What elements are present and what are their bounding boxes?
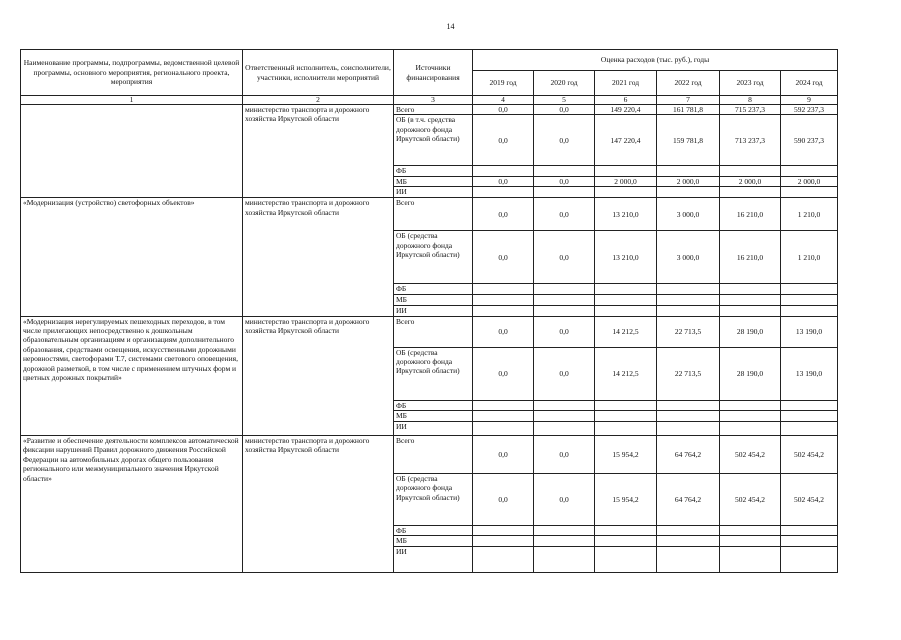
executor-cell: министерство транспорта и дорожного хозяйства Иркутской области [243,316,394,435]
amount-cell [473,547,534,573]
table-body [21,105,838,573]
header-year: 2019 год [473,71,534,96]
amount-cell: 715 237,3 [720,105,781,115]
header-year: 2022 год [657,71,720,96]
amount-cell [473,526,534,536]
amount-cell [595,536,657,547]
amount-cell: 22 713,5 [657,316,720,347]
column-number-row [21,96,838,105]
amount-cell [720,547,781,573]
amount-cell: 0,0 [534,231,595,284]
amount-cell [534,305,595,316]
funding-source-cell: ФБ [394,166,473,176]
amount-cell: 0,0 [534,176,595,186]
header-year: 2021 год [595,71,657,96]
amount-cell: 0,0 [534,474,595,526]
funding-source-cell: Всего [394,316,473,347]
funding-source-cell: Всего [394,436,473,474]
funding-source-cell: ФБ [394,284,473,294]
amount-cell: 28 190,0 [720,316,781,347]
amount-cell [534,294,595,305]
amount-cell [720,187,781,198]
amount-cell: 0,0 [473,115,534,166]
amount-cell: 13 190,0 [781,347,838,400]
funding-source-cell: ОБ (средства дорожного фонда Иркутской области) [394,347,473,400]
amount-cell [720,166,781,176]
amount-cell: 713 237,3 [720,115,781,166]
amount-cell [781,294,838,305]
amount-cell: 14 212,5 [595,316,657,347]
executor-cell: министерство транспорта и дорожного хозяйства Иркутской области [243,436,394,573]
program-name-cell: «Развитие и обеспечение деятельности комплексов автоматической фиксации нарушений Правил дорожного движения Российской Федерации на автомобильных дорогах общего пользования регионального или межмуниципального значения Иркутской области» [21,436,243,573]
funding-source-cell: МБ [394,294,473,305]
funding-source-cell: ИИ [394,422,473,436]
funding-source-cell: Всего [394,198,473,231]
funding-source-cell: МБ [394,176,473,186]
amount-cell [595,411,657,422]
funding-source-cell: ИИ [394,305,473,316]
executor-cell: министерство транспорта и дорожного хозяйства Иркутской области [243,198,394,316]
amount-cell [473,294,534,305]
amount-cell [657,536,720,547]
amount-cell [781,284,838,294]
amount-cell [595,422,657,436]
header-row-top [21,50,838,71]
amount-cell: 0,0 [473,231,534,284]
amount-cell: 0,0 [473,436,534,474]
program-name-cell: «Модернизация (устройство) светофорных объектов» [21,198,243,316]
amount-cell: 0,0 [473,176,534,186]
amount-cell [595,526,657,536]
amount-cell: 13 190,0 [781,316,838,347]
amount-cell [657,284,720,294]
amount-cell [595,294,657,305]
header-program: Наименование программы, подпрограммы, ведомственной целевой программы, основного мероприятия, регионального проекта, мероприятия [21,50,243,96]
amount-cell: 592 237,3 [781,105,838,115]
amount-cell [781,422,838,436]
amount-cell [534,187,595,198]
amount-cell: 0,0 [534,198,595,231]
amount-cell [595,187,657,198]
amount-cell: 14 212,5 [595,347,657,400]
amount-cell [781,536,838,547]
column-number: 2 [243,96,394,105]
column-number: 8 [720,96,781,105]
amount-cell [657,400,720,410]
amount-cell: 3 000,0 [657,231,720,284]
funding-source-cell: МБ [394,536,473,547]
amount-cell: 147 220,4 [595,115,657,166]
column-number: 3 [394,96,473,105]
amount-cell: 502 454,2 [720,474,781,526]
amount-cell [534,166,595,176]
amount-cell [595,305,657,316]
funding-source-cell: ОБ (средства дорожного фонда Иркутской области) [394,474,473,526]
header-sources: Источники финансирования [394,50,473,96]
amount-cell [534,411,595,422]
amount-cell [781,547,838,573]
amount-cell: 2 000,0 [657,176,720,186]
program-name-cell [21,105,243,198]
amount-cell [720,422,781,436]
funding-source-cell: Всего [394,105,473,115]
amount-cell: 3 000,0 [657,198,720,231]
funding-source-cell: ИИ [394,187,473,198]
header-year: 2024 год [781,71,838,96]
funding-source-cell: ФБ [394,526,473,536]
amount-cell [657,411,720,422]
amount-cell [473,305,534,316]
amount-cell [657,547,720,573]
amount-cell [473,284,534,294]
amount-cell [720,294,781,305]
amount-cell [473,400,534,410]
amount-cell [657,294,720,305]
amount-cell: 502 454,2 [720,436,781,474]
amount-cell [595,547,657,573]
amount-cell [534,526,595,536]
amount-cell [473,422,534,436]
amount-cell: 502 454,2 [781,474,838,526]
amount-cell: 64 764,2 [657,436,720,474]
amount-cell: 0,0 [473,316,534,347]
amount-cell [657,166,720,176]
amount-cell [595,166,657,176]
amount-cell [720,400,781,410]
amount-cell: 1 210,0 [781,198,838,231]
header-year: 2020 год [534,71,595,96]
amount-cell [720,305,781,316]
amount-cell [473,166,534,176]
amount-cell [720,536,781,547]
header-year: 2023 год [720,71,781,96]
amount-cell: 28 190,0 [720,347,781,400]
amount-cell [720,411,781,422]
amount-cell [781,526,838,536]
amount-cell [781,187,838,198]
column-number: 5 [534,96,595,105]
amount-cell: 13 210,0 [595,198,657,231]
amount-cell [781,411,838,422]
amount-cell: 13 210,0 [595,231,657,284]
amount-cell [534,400,595,410]
amount-cell: 2 000,0 [781,176,838,186]
amount-cell [534,536,595,547]
amount-cell: 22 713,5 [657,347,720,400]
amount-cell [657,422,720,436]
page-number: 14 [446,22,455,31]
funding-source-cell: ОБ (средства дорожного фонда Иркутской области) [394,231,473,284]
funding-source-cell: ИИ [394,547,473,573]
amount-cell: 16 210,0 [720,231,781,284]
table-row [21,316,838,347]
amount-cell: 502 454,2 [781,436,838,474]
budget-table [20,49,838,573]
amount-cell: 0,0 [534,316,595,347]
amount-cell: 16 210,0 [720,198,781,231]
program-name-cell: «Модернизация нерегулируемых пешеходных переходов, в том числе прилегающих непосредственно к дошкольным образовательным организациям и организациям дополнительного образования, средствами освещения, искусственными дорожными неровностями, светофорами Т.7, системами светового оповещения, дорожной разметкой, в том числе с применением штучных форм и цветных дорожных покрытий» [21,316,243,435]
amount-cell: 0,0 [534,436,595,474]
column-number: 9 [781,96,838,105]
column-number: 4 [473,96,534,105]
amount-cell: 0,0 [534,115,595,166]
amount-cell [534,422,595,436]
column-number: 7 [657,96,720,105]
amount-cell [473,187,534,198]
amount-cell: 64 764,2 [657,474,720,526]
amount-cell [781,166,838,176]
amount-cell: 149 220,4 [595,105,657,115]
column-number: 6 [595,96,657,105]
amount-cell [720,526,781,536]
table-row [21,436,838,474]
amount-cell [657,305,720,316]
amount-cell [595,284,657,294]
funding-source-cell: ФБ [394,400,473,410]
amount-cell [657,187,720,198]
amount-cell: 15 954,2 [595,474,657,526]
amount-cell: 0,0 [473,474,534,526]
header-executor: Ответственный исполнитель, соисполнители, участники, исполнители мероприятий [243,50,394,96]
amount-cell: 2 000,0 [720,176,781,186]
amount-cell: 2 000,0 [595,176,657,186]
amount-cell: 0,0 [534,105,595,115]
amount-cell: 161 781,8 [657,105,720,115]
amount-cell [781,400,838,410]
amount-cell: 159 781,8 [657,115,720,166]
header-estimate: Оценка расходов (тыс. руб.), годы [473,50,838,71]
amount-cell [720,284,781,294]
amount-cell: 0,0 [473,347,534,400]
column-number: 1 [21,96,243,105]
amount-cell [473,411,534,422]
executor-cell: министерство транспорта и дорожного хозяйства Иркутской области [243,105,394,198]
amount-cell: 0,0 [534,347,595,400]
table-row [21,198,838,231]
amount-cell: 1 210,0 [781,231,838,284]
amount-cell [781,305,838,316]
amount-cell [534,284,595,294]
funding-source-cell: ОБ (в т.ч. средства дорожного фонда Иркутской области) [394,115,473,166]
amount-cell [473,536,534,547]
funding-source-cell: МБ [394,411,473,422]
amount-cell: 0,0 [473,198,534,231]
table-row [21,105,838,115]
amount-cell [657,526,720,536]
amount-cell: 590 237,3 [781,115,838,166]
amount-cell [534,547,595,573]
amount-cell: 15 954,2 [595,436,657,474]
amount-cell: 0,0 [473,105,534,115]
amount-cell [595,400,657,410]
